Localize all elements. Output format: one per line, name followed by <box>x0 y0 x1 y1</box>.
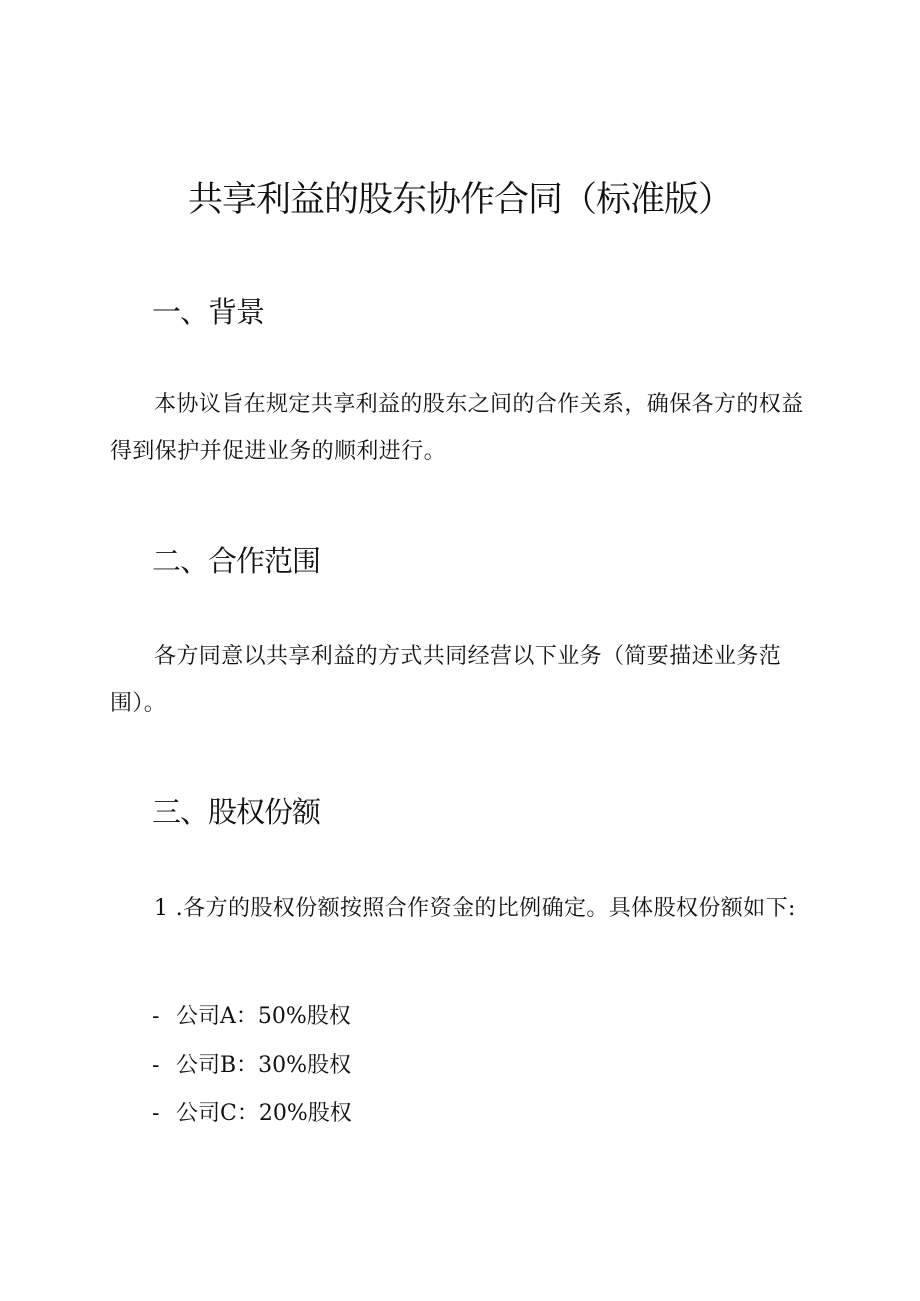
list-item <box>152 993 352 1042</box>
section-heading-scope: 二、合作范围 <box>152 544 321 578</box>
list-item <box>152 1042 352 1091</box>
section-paragraph-scope: 各方同意以共享利益的方式共同经营以下业务（简要描述业务范围）。 <box>110 644 782 716</box>
section-heading-equity: 三、股权份额 <box>152 795 321 829</box>
document-title: 共享利益的股东协作合同（标准版） <box>187 180 732 220</box>
section-paragraph-background: 本协议旨在规定共享利益的股东之间的合作关系，确保各方的权益得到保护并促进业务的顺利进行。 <box>110 392 804 464</box>
list-item-text: 公司C：20%股权 <box>176 1101 352 1126</box>
list-dash: - <box>152 1052 160 1078</box>
list-dash: - <box>152 1004 160 1029</box>
list-dash: - <box>152 1101 160 1126</box>
equity-share-list <box>152 993 352 1139</box>
list-item-text: 公司A：50%股权 <box>176 1004 351 1029</box>
list-item <box>152 1090 352 1139</box>
list-item-text: 公司B：30%股权 <box>176 1052 352 1078</box>
numbered-item-equity-1: 1 .各方的股权份额按照合作资金的比例确定。具体股权份额如下: <box>154 896 796 921</box>
section-heading-background: 一、背景 <box>152 295 265 329</box>
